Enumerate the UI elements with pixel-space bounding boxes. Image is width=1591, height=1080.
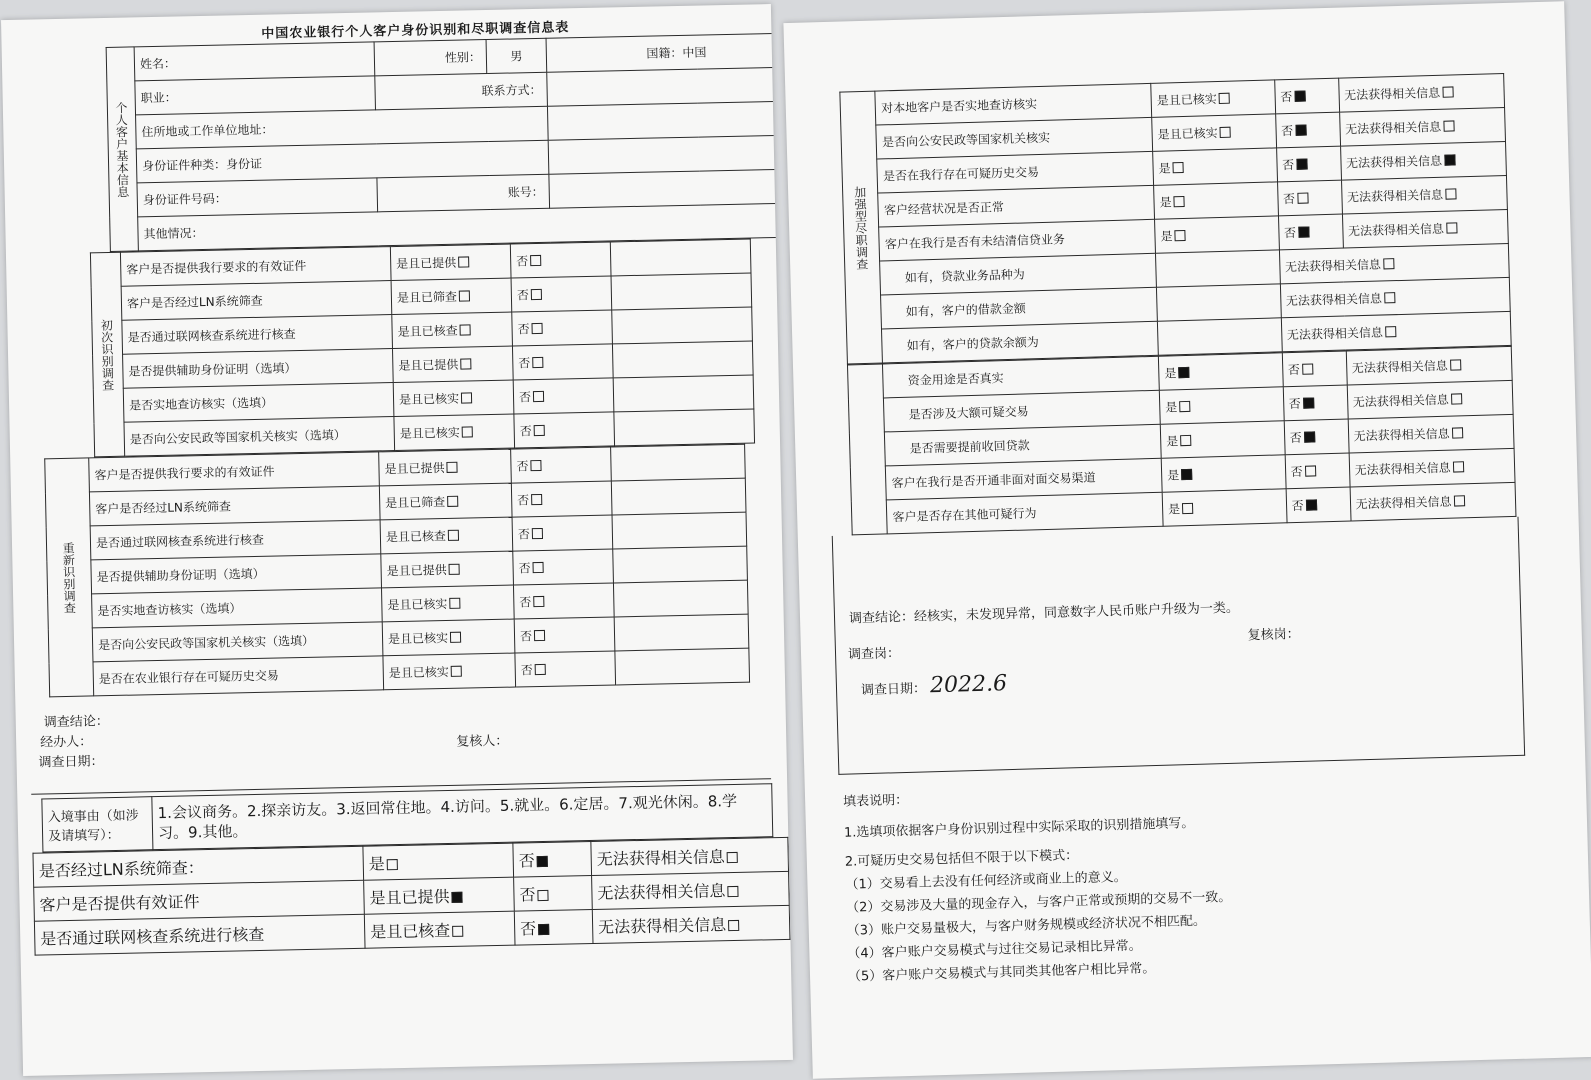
checkbox-icon: [1182, 503, 1193, 514]
note-item: 2.可疑历史交易包括但不限于以下模式：: [844, 848, 1079, 870]
checkbox-checked-icon: [1303, 397, 1314, 408]
re-section-label: 重新识别调查: [45, 458, 94, 697]
checkbox-icon: [727, 852, 738, 863]
re-no-5[interactable]: 否: [514, 617, 615, 653]
checkbox-icon: [1450, 359, 1461, 370]
enh-na-1[interactable]: 无法获得相关信息: [1339, 108, 1505, 147]
big-q-2: 是否通过联网核查系统进行核查: [34, 914, 365, 955]
conclusion-text: 调查结论：经核实，未发现异常，同意数字人民币账户升级为一类。: [848, 600, 1240, 627]
checkbox-icon: [1384, 292, 1395, 303]
enh2-q-1: 是否涉及大额可疑交易: [884, 390, 1161, 432]
initial-q-0: 客户是否提供我行要求的有效证件: [120, 247, 391, 287]
checkbox-checked-icon: [1444, 154, 1455, 165]
account-value: [549, 169, 793, 208]
checkbox-icon: [452, 926, 463, 937]
checkbox-icon: [535, 664, 546, 675]
initial-yes-4[interactable]: 是且已核实: [393, 380, 514, 417]
checkbox-checked-icon: [1181, 469, 1192, 480]
checkbox-icon: [727, 886, 738, 897]
re-identification-table: [44, 444, 750, 698]
enh-na-3[interactable]: 无法获得相关信息: [1341, 175, 1507, 214]
enhanced-section-label: 加强型尽职调查: [840, 91, 883, 364]
re-yes-4[interactable]: 是且已核实: [381, 585, 514, 622]
enh-q-2: 是否在我行存在可疑历史交易: [877, 151, 1154, 193]
enh-yes-1[interactable]: 是且已核实: [1152, 114, 1276, 151]
id-type-extra: [548, 135, 793, 174]
gender-value: 男: [486, 38, 547, 73]
initial-q-3: 是否提供辅助身份证明（选填）: [123, 349, 394, 389]
enh2-na-3[interactable]: 无法获得相关信息: [1349, 448, 1515, 487]
enh2-yes-4[interactable]: 是: [1162, 489, 1286, 526]
checkbox-icon: [1172, 162, 1183, 173]
enh2-q-0: 资金用途是否真实: [883, 356, 1160, 398]
checkbox-icon: [1173, 196, 1184, 207]
enh-q-1: 是否向公安民政等国家机关核实: [876, 117, 1153, 159]
re-no-0[interactable]: 否: [511, 447, 612, 483]
re-no-2[interactable]: 否: [512, 515, 613, 551]
enh2-yes-2[interactable]: 是: [1160, 421, 1284, 458]
checkbox-icon: [1180, 435, 1191, 446]
checkbox-icon: [532, 323, 543, 334]
enh2-no-0[interactable]: 否: [1282, 351, 1347, 387]
checkbox-checked-icon: [538, 924, 549, 935]
enh2-na-4[interactable]: 无法获得相关信息: [1350, 482, 1516, 521]
re-q-4: 是否实地查访核实（选填）: [92, 588, 383, 628]
checkbox-checked-icon: [451, 892, 462, 903]
checkbox-icon: [448, 530, 459, 541]
re-q-3: 是否提供辅助身份证明（选填）: [91, 554, 382, 594]
enh2-na-2[interactable]: 无法获得相关信息: [1348, 414, 1514, 453]
checkbox-icon: [1452, 461, 1463, 472]
checkbox-icon: [533, 391, 544, 402]
checkbox-icon: [532, 357, 543, 368]
checkbox-icon: [446, 462, 457, 473]
form-title: 中国农业银行个人客户身份识别和尽职调查信息表: [261, 20, 570, 42]
initial-identification-table: [90, 239, 755, 458]
enh-no-3[interactable]: 否: [1277, 180, 1342, 216]
initial-no-3[interactable]: 否: [512, 344, 613, 380]
big-na-2[interactable]: 无法获得相关信息: [592, 905, 790, 943]
enh-no-1[interactable]: 否: [1275, 112, 1340, 148]
checkbox-icon: [460, 324, 471, 335]
gender-label: 性别：: [374, 40, 487, 76]
enh-no-0[interactable]: 否: [1274, 78, 1339, 114]
enh2-yes-3[interactable]: 是: [1161, 455, 1285, 492]
enh-sub-na-2[interactable]: 无法获得相关信息: [1281, 311, 1511, 351]
left-conclusion-block: [29, 682, 771, 794]
big-na-0[interactable]: 无法获得相关信息: [591, 837, 789, 875]
account-label: 账号：: [377, 174, 550, 212]
re-q-1: 客户是否经过LN系统筛查: [89, 486, 380, 526]
big-no-2[interactable]: 否: [514, 909, 593, 945]
enh-na-0[interactable]: 无法获得相关信息: [1338, 74, 1504, 113]
checkbox-icon: [1451, 393, 1462, 404]
enh2-yes-1[interactable]: 是: [1159, 387, 1283, 424]
nationality: 国籍：中国: [546, 33, 793, 72]
checkbox-icon: [1446, 222, 1457, 233]
enh-q-3: 客户经营状况是否正常: [878, 185, 1155, 227]
notes-block: [843, 770, 1574, 988]
checkbox-icon: [532, 528, 543, 539]
reviewer-label: 复核人：: [456, 733, 509, 750]
re-no-6[interactable]: 否: [515, 651, 616, 687]
checkbox-icon: [531, 494, 542, 505]
checkbox-icon: [447, 496, 458, 507]
re-yes-6[interactable]: 是且已核实: [383, 653, 516, 690]
re-no-1[interactable]: 否: [511, 481, 612, 517]
checkbox-icon: [530, 460, 541, 471]
checkbox-icon: [728, 920, 739, 931]
right-form-page: [783, 1, 1591, 1078]
entry-text: 1.会议商务。2.探亲访友。3.返回常住地。4.访问。5.就业。6.定居。7.观光休闲。8.学习。9.其他。: [152, 784, 773, 850]
checkbox-icon: [537, 890, 548, 901]
checkbox-checked-icon: [1295, 125, 1306, 136]
checkbox-icon: [460, 358, 471, 369]
checkbox-icon: [1179, 401, 1190, 412]
note-item: （2）交易涉及大量的现金存入，与客户正常或预期的交易不一致。: [845, 889, 1232, 916]
enh2-na-0[interactable]: 无法获得相关信息: [1346, 346, 1512, 385]
entry-label: 入境事由（如涉及请填写）：: [42, 797, 153, 852]
enh-q-4: 客户在我行是否有未结清信贷业务: [879, 219, 1156, 261]
checkbox-icon: [534, 630, 545, 641]
checkbox-icon: [1302, 363, 1313, 374]
enh-yes-3[interactable]: 是: [1154, 182, 1278, 219]
checkbox-icon: [1383, 258, 1394, 269]
address-value: [547, 101, 793, 140]
re-yes-3[interactable]: 是且已提供: [381, 551, 514, 588]
checkbox-icon: [449, 598, 460, 609]
notes-title: 填表说明：: [842, 792, 909, 810]
big-yes-1[interactable]: 是且已提供: [364, 877, 515, 914]
checkbox-icon: [1451, 427, 1462, 438]
enh-no-2[interactable]: 否: [1276, 146, 1341, 182]
checkbox-icon: [462, 426, 473, 437]
initial-no-2[interactable]: 否: [512, 310, 613, 346]
initial-yes-1[interactable]: 是且已筛查: [391, 278, 512, 315]
contact-value: [547, 67, 793, 106]
re-no-3[interactable]: 否: [513, 549, 614, 585]
checkbox-icon: [1385, 326, 1396, 337]
note-item: （5）客户账户交易模式与其同类其他客户相比异常。: [847, 961, 1156, 985]
checkbox-icon: [1443, 120, 1454, 131]
initial-yes-3[interactable]: 是且已提供: [392, 346, 513, 383]
checkbox-icon: [451, 666, 462, 677]
checkbox-icon: [1174, 230, 1185, 241]
id-type-label: 身份证件种类：身份证: [136, 140, 549, 183]
contact-label: 联系方式：: [375, 72, 548, 110]
checkbox-icon: [531, 289, 542, 300]
checkbox-icon: [1220, 127, 1231, 138]
enh-sub-na-1[interactable]: 无法获得相关信息: [1280, 277, 1510, 317]
checkbox-icon: [1219, 93, 1230, 104]
enh2-no-3[interactable]: 否: [1285, 453, 1350, 489]
checkbox-icon: [1442, 86, 1453, 97]
enh2-yes-0[interactable]: 是: [1158, 353, 1282, 390]
big-yes-0[interactable]: 是: [363, 843, 514, 880]
checkbox-checked-icon: [537, 856, 548, 867]
right-conclusion-block: [832, 517, 1525, 775]
checkbox-icon: [459, 290, 470, 301]
handler-label: 经办人：: [40, 734, 93, 751]
re-yes-5[interactable]: 是且已核实: [382, 619, 515, 656]
initial-yes-2[interactable]: 是且已核查: [392, 312, 513, 349]
enh2-na-1[interactable]: 无法获得相关信息: [1347, 380, 1513, 419]
checkbox-icon: [450, 632, 461, 643]
initial-no-0[interactable]: 否: [510, 242, 611, 278]
enh2-q-3: 客户在我行是否开通非面对面交易渠道: [886, 458, 1163, 500]
checkbox-checked-icon: [1298, 227, 1309, 238]
checkbox-checked-icon: [1178, 367, 1189, 378]
checkbox-icon: [1445, 188, 1456, 199]
enh-na-4[interactable]: 无法获得相关信息: [1342, 209, 1508, 248]
enh-yes-2[interactable]: 是: [1153, 148, 1277, 185]
left-form-page: [1, 4, 793, 1076]
conclusion-label: 调查结论：: [43, 714, 109, 731]
checkbox-icon: [533, 596, 544, 607]
re-yes-1[interactable]: 是且已筛查: [379, 483, 512, 520]
checkbox-icon: [1453, 495, 1464, 506]
checkbox-checked-icon: [1305, 499, 1316, 510]
enh2-no-2[interactable]: 否: [1284, 419, 1349, 455]
note-item: 1.选填项依据客户身份识别过程中实际采取的识别措施填写。: [843, 815, 1195, 841]
enh-q-0: 对本地客户是否实地查访核实: [875, 83, 1152, 125]
re-q-0: 客户是否提供我行要求的有效证件: [89, 452, 380, 492]
re-q-2: 是否通过联网核查系统进行核查: [90, 520, 381, 560]
initial-q-1: 客户是否经过LN系统筛查: [121, 281, 392, 321]
initial-q-4: 是否实地查访核实（选填）: [123, 383, 394, 423]
enhanced-dd-table: [839, 73, 1511, 364]
note-item: （3）账户交易量极大，与客户财务规模或经济状况不相匹配。: [846, 913, 1207, 939]
name-label: 姓名：: [134, 42, 375, 81]
checkbox-icon: [449, 564, 460, 575]
id-number-label: 身份证件号码：: [137, 178, 378, 217]
initial-no-1[interactable]: 否: [511, 276, 612, 312]
initial-yes-5[interactable]: 是且已核实: [394, 414, 515, 451]
enh-sub-q-2: 如有，客户的贷款余额为: [882, 321, 1159, 363]
checkbox-icon: [1297, 193, 1308, 204]
address-label: 住所地或工作单位地址：: [136, 106, 549, 149]
checkbox-checked-icon: [1296, 159, 1307, 170]
checkbox-icon: [1305, 465, 1316, 476]
enh2-no-1[interactable]: 否: [1283, 385, 1348, 421]
big-yes-2[interactable]: 是且已核查: [364, 911, 515, 948]
re-yes-0[interactable]: 是且已提供: [379, 449, 512, 486]
checkbox-checked-icon: [1294, 91, 1305, 102]
occupation-label: 职业：: [135, 76, 376, 115]
initial-yes-0[interactable]: 是且已提供: [390, 244, 511, 281]
big-no-0[interactable]: 否: [513, 842, 592, 878]
re-no-4[interactable]: 否: [513, 583, 614, 619]
enh2-q-2: 是否需要提前收回贷款: [885, 424, 1162, 466]
date-label: 调查日期：: [860, 681, 927, 699]
checkbox-icon: [533, 562, 544, 573]
initial-no-5[interactable]: 否: [514, 412, 615, 448]
re-q-6: 是否在农业银行存在可疑历史交易: [93, 656, 384, 696]
re-q-5: 是否向公安民政等国家机关核实（选填）: [92, 622, 383, 662]
checkbox-icon: [530, 255, 541, 266]
enh-sub-q-0: 如有，贷款业务品种为: [880, 253, 1157, 295]
note-item: （4）客户账户交易模式与过往交易记录相比异常。: [847, 938, 1142, 962]
enh-no-4[interactable]: 否: [1278, 214, 1343, 250]
enh-sub-na-0[interactable]: 无法获得相关信息: [1279, 243, 1509, 283]
investigator-label: 调查岗：: [847, 646, 901, 663]
re-yes-2[interactable]: 是且已核查: [380, 517, 513, 554]
big-q-1: 客户是否提供有效证件: [34, 880, 365, 921]
checkbox-icon: [461, 392, 472, 403]
note-item: （1）交易看上去没有任何经济或商业上的意义。: [845, 869, 1127, 893]
basic-info-table: [106, 32, 793, 252]
enh2-q-4: 客户是否存在其他可疑行为: [887, 492, 1164, 534]
big-q-0: 是否经过LN系统筛查：: [33, 846, 364, 887]
enh-yes-0[interactable]: 是且已核实: [1151, 80, 1275, 117]
checkbox-icon: [387, 859, 398, 870]
checkbox-icon: [458, 256, 469, 267]
enh-na-2[interactable]: 无法获得相关信息: [1340, 141, 1506, 180]
enh2-no-4[interactable]: 否: [1286, 487, 1351, 523]
date-row: [861, 671, 1008, 700]
date-handwritten: 2022.6: [929, 671, 1008, 699]
reviewer-label: 复核岗：: [1247, 626, 1300, 644]
date-label: 调查日期：: [38, 754, 104, 771]
checkbox-icon: [534, 425, 545, 436]
basic-section-label: 个人客户基本信息: [106, 47, 138, 252]
bottom-check-table: [32, 837, 790, 956]
enhanced-dd-table-2: [847, 346, 1517, 536]
checkbox-checked-icon: [1304, 431, 1315, 442]
initial-q-2: 是否通过联网核查系统进行核查: [122, 315, 393, 355]
big-no-1[interactable]: 否: [514, 875, 593, 911]
initial-q-5: 是否向公安民政等国家机关核实（选填）: [124, 417, 395, 457]
enh-yes-4[interactable]: 是: [1155, 216, 1279, 253]
enh-sub-q-1: 如有，客户的借款金额: [881, 287, 1158, 329]
other-label: 其他情况：: [138, 203, 793, 251]
initial-no-4[interactable]: 否: [513, 378, 614, 414]
initial-section-label: 初次识别调查: [90, 252, 124, 457]
big-na-1[interactable]: 无法获得相关信息: [592, 871, 790, 909]
